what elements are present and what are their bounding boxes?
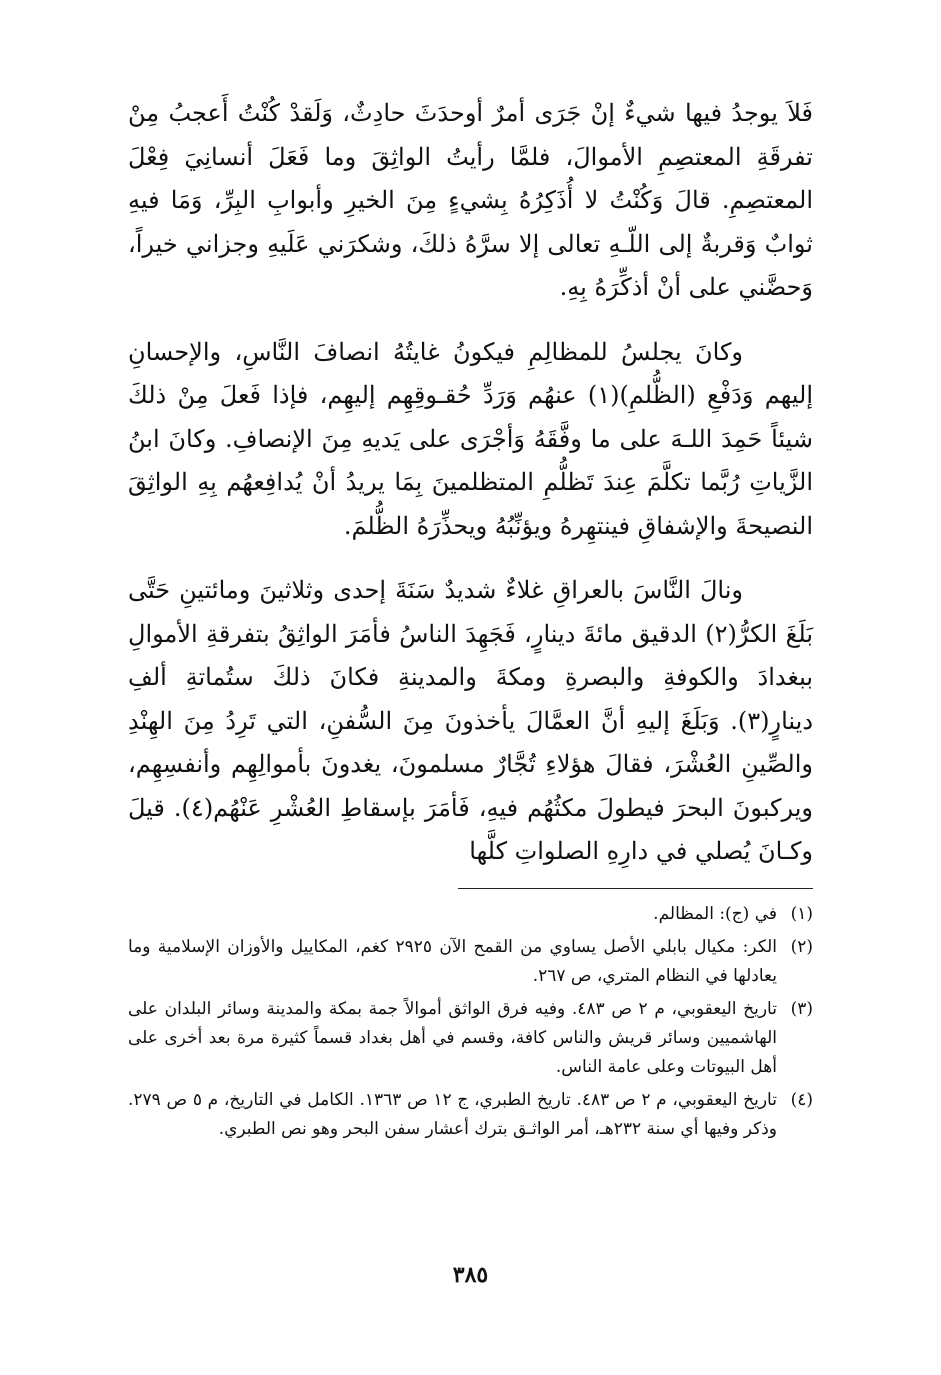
footnotes — [128, 900, 813, 1148]
footnote-number: (١) — [790, 904, 813, 924]
paragraph-2: وكانَ يجلسُ للمظالِمِ فيكونُ غايتُهُ انصافَ النَّاسِ، والإحسانِ إليهم وَدَفْعِ (الظُّلمِ)(١) عنهُم وَرَدِّ حُقـوقِهِم إليهِم، فإذا فَعلَ مِنْ ذلكَ شيئاً حَمِدَ اللـهَ على ما وفَّقَهُ وَأجْرَى على يَديهِ مِنَ الإنصافِ. وكانَ ابنُ الزَّياتِ رُبَّما تكلَّمَ عِندَ تَظلُّمِ المتظلمينَ بِمَا يريدُ أنْ يُدافِعهُم بِهِ الواثِقَ النصيحةَ والإشفاقِ فينتهِرهُ ويؤنِّبُهُ ويحذِّرَهُ الظُّلمَ. — [128, 337, 814, 540]
footnote-text: تاريخ اليعقوبي، م ٢ ص ٤٨٣. تاريخ الطبري، ج ١٢ ص ١٣٦٣. الكامل في التاريخ، م ٥ ص ٢٧٩. وذكر وفيها أي سنة ٢٣٢هـ، أمر الواثـق بترك أعشار سفن البحر وهو نص الطبري. — [128, 1090, 777, 1139]
page-number: ٣٨٥ — [452, 1262, 489, 1288]
footnote-number: (٣) — [790, 999, 813, 1019]
footnote-4 — [128, 1086, 813, 1144]
footnote-number: (٤) — [790, 1090, 813, 1110]
footnote-divider — [458, 888, 813, 889]
footnote-1 — [128, 900, 813, 929]
footnote-text: تاريخ اليعقوبي، م ٢ ص ٤٨٣. وفيه فرق الواثق أموالاً جمة بمكة والمدينة وسائر البلدان على الهاشميين وسائر قريش والناس كافة، وقسم في أهل بغداد قسماً كثيرة مرة بعد أخرى على أهل البيوتات وعلى عامة الناس. — [128, 999, 777, 1077]
footnote-2 — [128, 933, 813, 991]
footnote-3 — [128, 995, 813, 1082]
paragraph-1: فَلاَ يوجدُ فيها شيءٌ إنْ جَرَى أمرٌ أوحدَثَ حادِثٌ، وَلَقدْ كُنْتُ أَعجبُ مِنْ تفرقَةِ المعتصِمِ الأموالَ، فلمَّا رأيتُ الواثِقَ وما فَعَلَ أنسانِيَ فِعْلَ المعتصِمِ. قالَ وَكُنْتُ لا أُذَكِرُهُ بِشيءٍ مِنَ الخيرِ وأبوابِ البِرِّ، وَمَا فيهِ ثوابٌ وَقربةٌ إلى اللّـهِ تعالى إلا سرَّهُ ذلكَ، وشكرَني عَلَيهِ وجزاني خيراً، وَحضَّني على أنْ أذكِّرَهُ بِهِ. — [128, 99, 813, 301]
footnote-number: (٢) — [790, 937, 813, 957]
main-text — [128, 92, 813, 874]
paragraph-3: ونالَ النَّاسَ بالعراقِ غلاءٌ شديدٌ سَنَةَ إحدى وثلاثينَ ومائتينِ حَتَّى بَلَغَ الكرُّ(٢) الدقيق مائةَ دينارٍ، فَجَهِدَ الناسُ فأمَرَ الواثِقُ بتفرقةِ الأموالِ ببغدادَ والكوفةِ والبصرةِ ومكةَ والمدينةِ فكانَ ذلكَ ستُماتةِ ألفِ دينارٍ(٣). وَبَلَغَ إليهِ أنَّ العمَّالَ يأخذونَ مِنَ السُّفنِ، التي تَرِدُ مِنَ الهِنْدِ والصِّينِ العُشْرَ، فقالَ هؤلاءِ تُجَّارٌ مسلمونَ، يغدونَ بأموالِهِم وأنفسِهِم، ويركبونَ البحرَ فيطولَ مكثُهُم فيهِ، فَأمَرَ بإسقاطِ العُشْرِ عَنْهُم(٤). قيلَ وكـانَ يُصلي في دارِهِ الصلواتِ كلَّها — [128, 576, 813, 865]
footnote-text: في (ج): المظالم. — [653, 904, 777, 924]
footnote-text: الكر: مكيال بابلي الأصل يساوي من القمح الآن ٢٩٢٥ كغم، المكاييل والأوزان الإسلامية وما يعادلها في النظام المتري، ص ٢٦٧. — [128, 937, 777, 986]
